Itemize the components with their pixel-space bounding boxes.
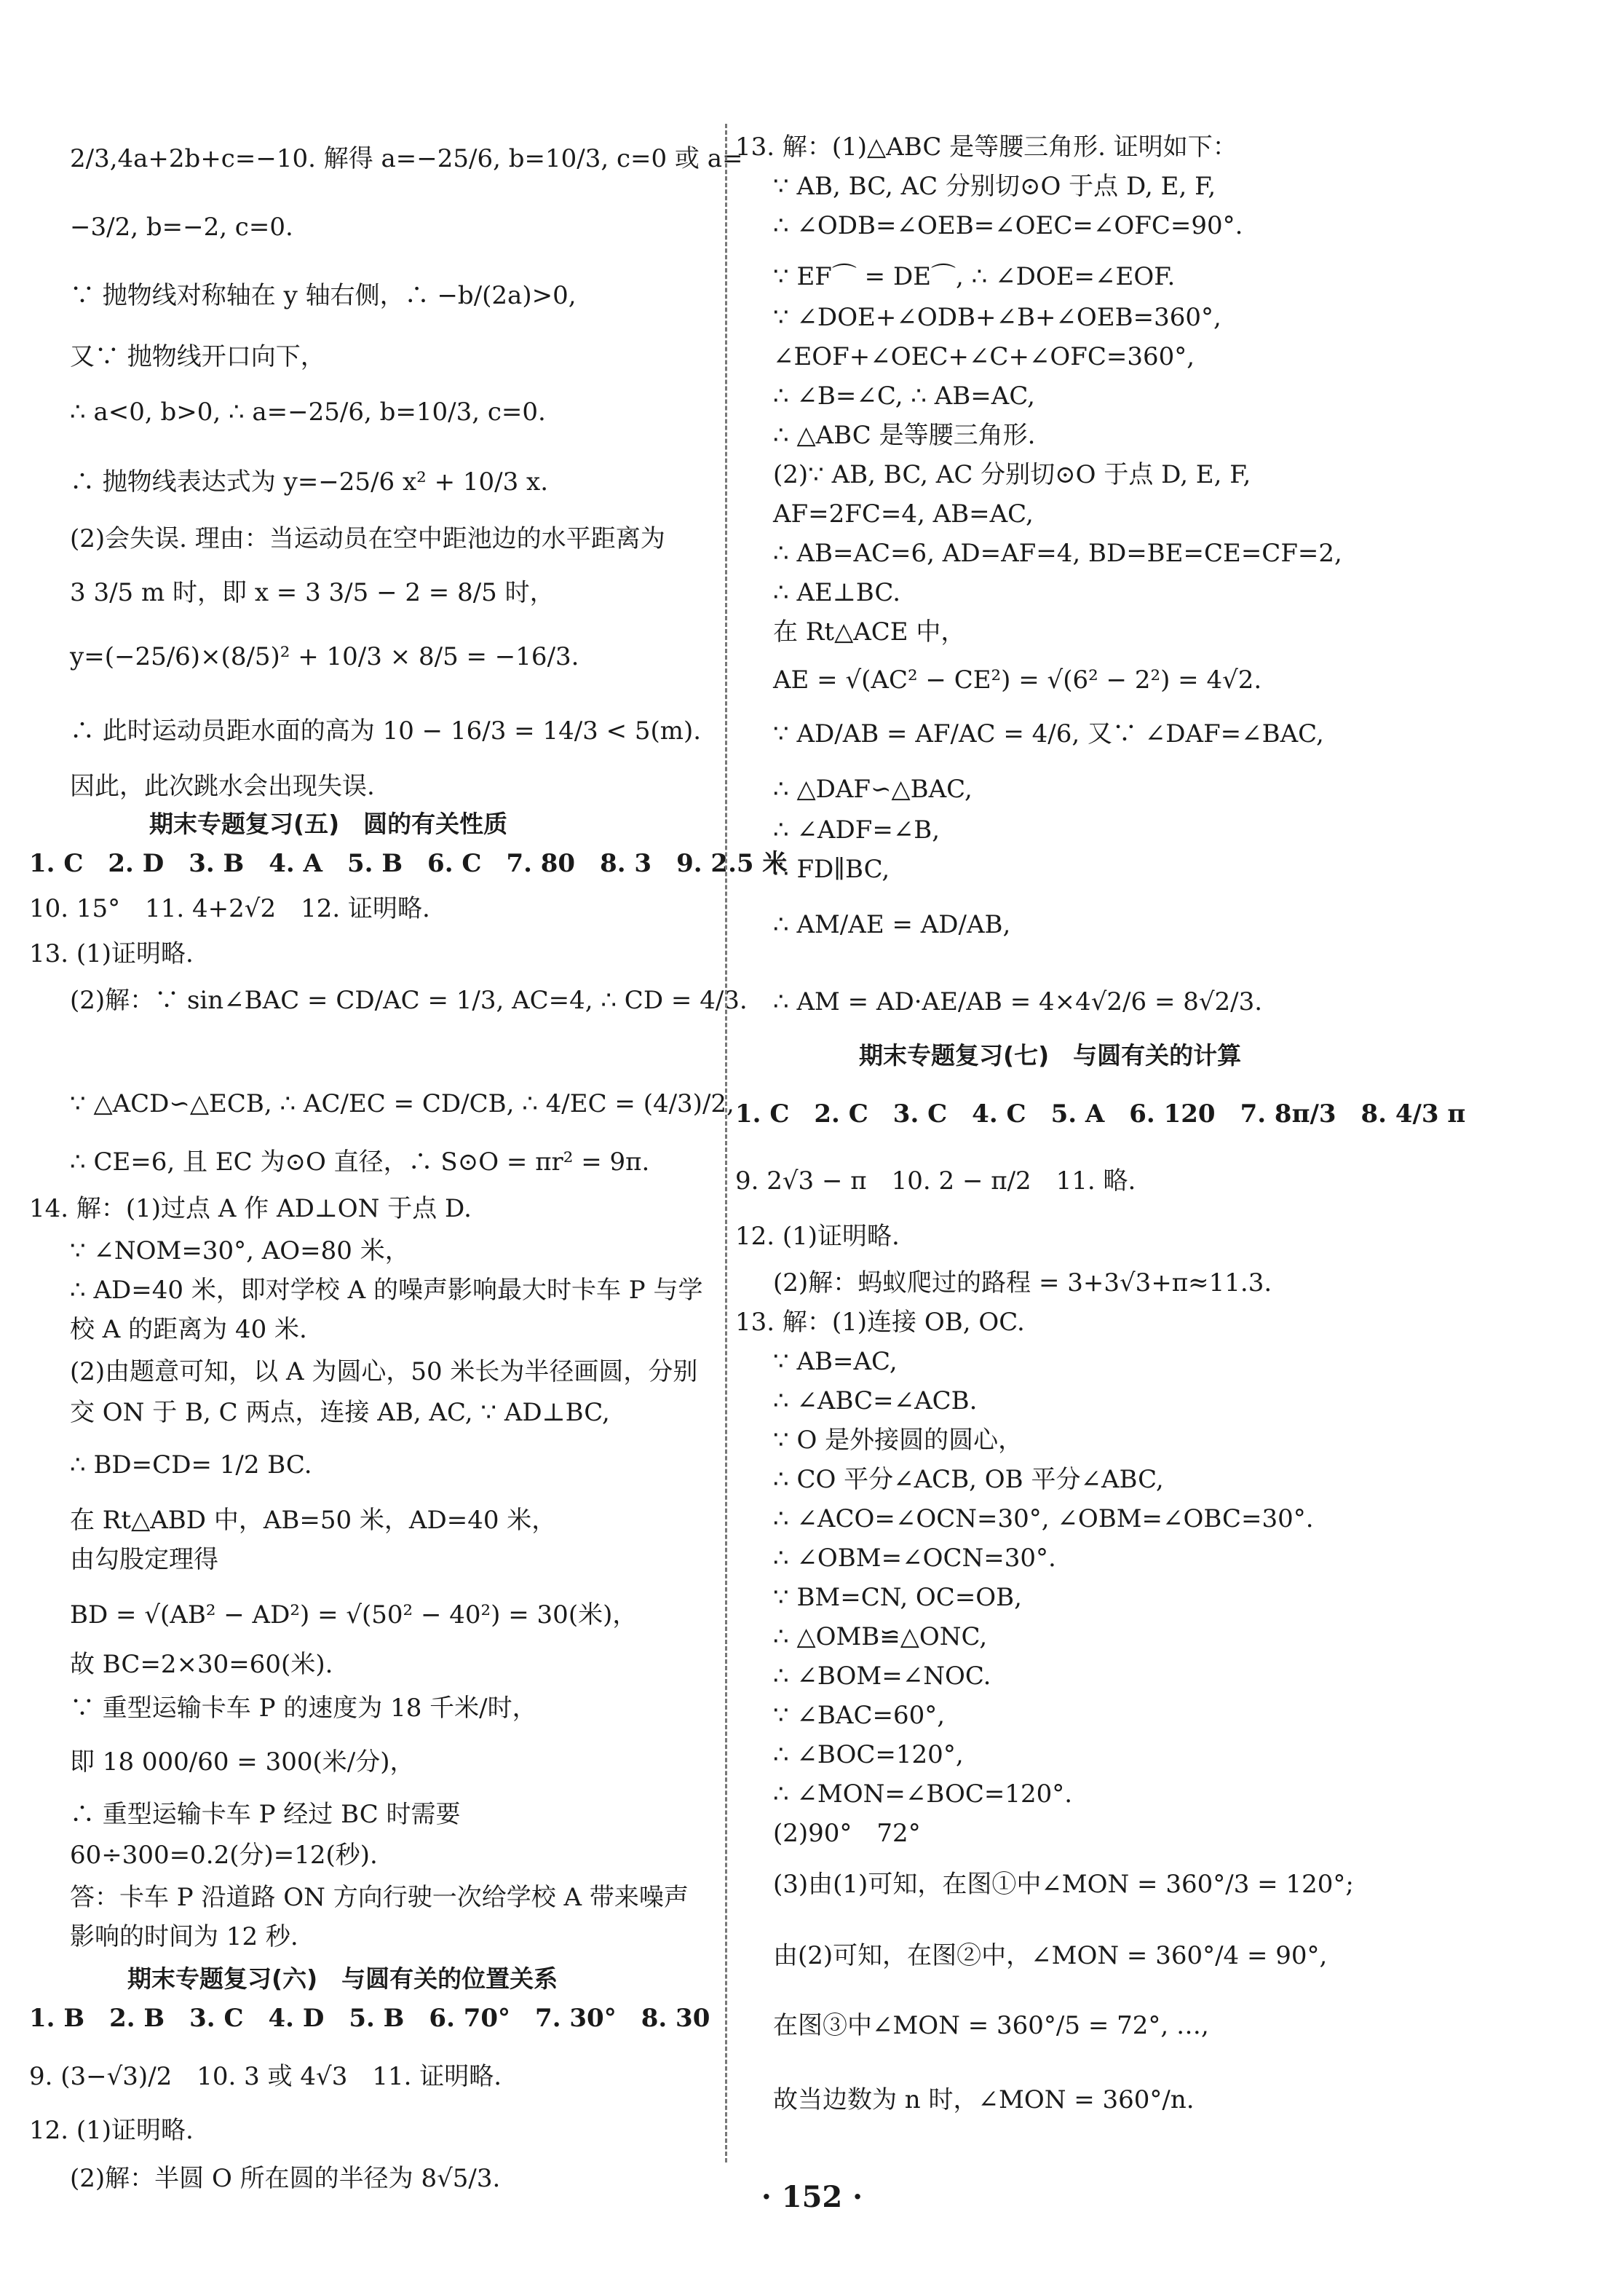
column-divider [725,124,727,2162]
answer-line: 10. 15° 11. 4+2√2 12. 证明略. [29,894,430,923]
text-line: ∴ ∠BOM=∠NOC. [773,1662,991,1691]
text-line: ∵ ∠NOM=30°, AO=80 米， [70,1236,410,1265]
text-line: 又∵ 抛物线开口向下， [70,342,325,371]
text-line: ∴ BD=CD= 1/2 BC. [70,1450,312,1480]
text-line: 故当边数为 n 时，∠MON = 360°/n. [773,2085,1195,2114]
text-line: 影响的时间为 12 秒. [70,1922,298,1951]
text-line: ∵ △ACD∽△ECB, ∴ AC/EC = CD/CB, ∴ 4/EC = (4/3)/2, [70,1089,734,1118]
text-line: BD = √(AB² − AD²) = √(50² − 40²) = 30(米)， [70,1600,638,1630]
text-line: (2)解：∵ sin∠BAC = CD/AC = 1/3, AC=4, ∴ CD = 4/3. [70,986,748,1015]
text-line: ∵ BM=CN, OC=OB, [773,1583,1022,1612]
text-line: ∴ CE=6, 且 EC 为⊙O 直径，∴ S⊙O = πr² = 9π. [70,1148,650,1177]
text-line: 在 Rt△ABD 中，AB=50 米，AD=40 米， [70,1506,557,1535]
answer-line: 13. 解：(1)连接 OB, OC. [735,1308,1025,1337]
page-number: · 152 · [761,2180,863,2214]
text-line: ∴ AM/AE = AD/AB, [773,910,1011,939]
text-line: 校 A 的距离为 40 米. [70,1315,307,1344]
answer-line: 12. (1)证明略. [29,2116,194,2145]
answer-line: 1. C 2. C 3. C 4. C 5. A 6. 120 7. 8π/3 8. 4/3 π [735,1099,1466,1129]
text-line: 即 18 000/60 = 300(米/分)， [70,1747,415,1777]
text-line: 答：卡车 P 沿道路 ON 方向行驶一次给学校 A 带来噪声 [70,1883,689,1912]
text-line: ∴ AE⊥BC. [773,578,901,607]
text-line: ∠EOF+∠OEC+∠C+∠OFC=360°, [773,342,1195,371]
text-line: ∵ 抛物线对称轴在 y 轴右侧，∴ −b/(2a)>0, [70,281,577,310]
text-line: ∵ O 是外接圆的圆心， [773,1426,1023,1455]
text-line: −3/2, b=−2, c=0. [70,213,293,242]
text-line: y=(−25/6)×(8/5)² + 10/3 × 8/5 = −16/3. [70,642,579,671]
text-line: ∴ 抛物线表达式为 y=−25/6 x² + 10/3 x. [70,467,549,497]
text-line: ∵ EF⌒ = DE⌒, ∴ ∠DOE=∠EOF. [773,262,1176,291]
right-column [728,0,1624,2295]
text-line: ∵ AB, BC, AC 分别切⊙O 于点 D, E, F, [773,172,1216,201]
text-line: ∴ ∠OBM=∠OCN=30°. [773,1544,1056,1573]
text-line: (2)解：蚂蚁爬过的路程 = 3+3√3+π≈11.3. [773,1268,1272,1297]
text-line: ∴ ∠B=∠C, ∴ AB=AC, [773,382,1035,411]
text-line: ∴ CO 平分∠ACB, OB 平分∠ABC, [773,1465,1164,1494]
answer-line: 1. C 2. D 3. B 4. A 5. B 6. C 7. 80 8. 3 9. 2.5 米 [29,849,788,878]
text-line: ∴ a<0, b>0, ∴ a=−25/6, b=10/3, c=0. [70,398,546,427]
text-line: (2)∵ AB, BC, AC 分别切⊙O 于点 D, E, F, [773,460,1251,489]
text-line: ∵ ∠DOE+∠ODB+∠B+∠OEB=360°, [773,303,1221,332]
answer-line: 14. 解：(1)过点 A 作 AD⊥ON 于点 D. [29,1194,472,1223]
text-line: 在 Rt△ACE 中， [773,617,966,647]
answer-line: 9. (3−√3)/2 10. 3 或 4√3 11. 证明略. [29,2062,502,2091]
text-line: AF=2FC=4, AB=AC, [773,499,1034,529]
section-heading: 期末专题复习(五) 圆的有关性质 [149,810,508,838]
text-line: ∴ △OMB≌△ONC, [773,1622,988,1651]
text-line: 2/3,4a+2b+c=−10. 解得 a=−25/6, b=10/3, c=0 或 a= [70,144,743,173]
text-line: 由(2)可知，在图②中，∠MON = 360°/4 = 90°, [773,1941,1328,1970]
section-heading: 期末专题复习(七) 与圆有关的计算 [859,1041,1242,1070]
answer-line: 9. 2√3 − π 10. 2 − π/2 11. 略. [735,1166,1136,1196]
text-line: (2)由题意可知，以 A 为圆心，50 米长为半径画圆，分别 [70,1357,698,1386]
text-line: ∵ AB=AC, [773,1347,898,1376]
text-line: ∴ AM = AD·AE/AB = 4×4√2/6 = 8√2/3. [773,987,1263,1016]
answer-line: 13. 解：(1)△ABC 是等腰三角形. 证明如下： [735,133,1237,162]
left-column [0,0,788,2295]
section-heading: 期末专题复习(六) 与圆有关的位置关系 [127,1964,558,1993]
text-line: (2)会失误. 理由：当运动员在空中距池边的水平距离为 [70,524,665,553]
text-line: 因此，此次跳水会出现失误. [70,772,375,801]
text-line: ∴ ∠ODB=∠OEB=∠OEC=∠OFC=90°. [773,211,1243,240]
text-line: 在图③中∠MON = 360°/5 = 72°, …, [773,2011,1209,2040]
text-line: AE = √(AC² − CE²) = √(6² − 2²) = 4√2. [773,665,1262,695]
text-line: 故 BC=2×30=60(米). [70,1650,333,1679]
text-line: (2)90° 72° [773,1819,921,1848]
text-line: ∴ ∠ADF=∠B, [773,815,940,845]
text-line: 3 3/5 m 时，即 x = 3 3/5 − 2 = 8/5 时， [70,578,555,607]
text-line: ∴ 此时运动员距水面的高为 10 − 16/3 = 14/3 < 5(m). [70,716,702,746]
answer-line: 12. (1)证明略. [735,1222,900,1251]
text-line: ∴ △DAF∽△BAC, [773,775,973,804]
text-line: ∴ FD∥BC, [773,855,890,884]
text-line: ∴ AD=40 米，即对学校 A 的噪声影响最大时卡车 P 与学 [70,1276,703,1305]
text-line: 交 ON 于 B, C 两点，连接 AB, AC, ∵ AD⊥BC, [70,1398,610,1427]
text-line: ∴ AB=AC=6, AD=AF=4, BD=BE=CE=CF=2, [773,539,1342,568]
text-line: 由勾股定理得 [70,1545,218,1574]
text-line: ∴ ∠ABC=∠ACB. [773,1386,978,1415]
text-line: 60÷300=0.2(分)=12(秒). [70,1841,378,1870]
text-line: ∴ ∠MON=∠BOC=120°. [773,1779,1073,1809]
text-line: (3)由(1)可知，在图①中∠MON = 360°/3 = 120°; [773,1870,1354,1899]
text-line: ∵ AD/AB = AF/AC = 4/6, 又∵ ∠DAF=∠BAC, [773,719,1324,748]
text-line: (2)解：半圆 O 所在圆的半径为 8√5/3. [70,2164,501,2193]
text-line: ∴ ∠ACO=∠OCN=30°, ∠OBM=∠OBC=30°. [773,1504,1314,1533]
answer-line: 1. B 2. B 3. C 4. D 5. B 6. 70° 7. 30° 8. 30 [29,2004,710,2033]
text-line: ∴ ∠BOC=120°, [773,1740,964,1769]
text-line: ∴ 重型运输卡车 P 经过 BC 时需要 [70,1800,461,1829]
text-line: ∴ △ABC 是等腰三角形. [773,421,1036,450]
text-line: ∵ 重型运输卡车 P 的速度为 18 千米/时， [70,1694,537,1723]
text-line: ∵ ∠BAC=60°, [773,1701,946,1730]
answer-line: 13. (1)证明略. [29,939,194,968]
